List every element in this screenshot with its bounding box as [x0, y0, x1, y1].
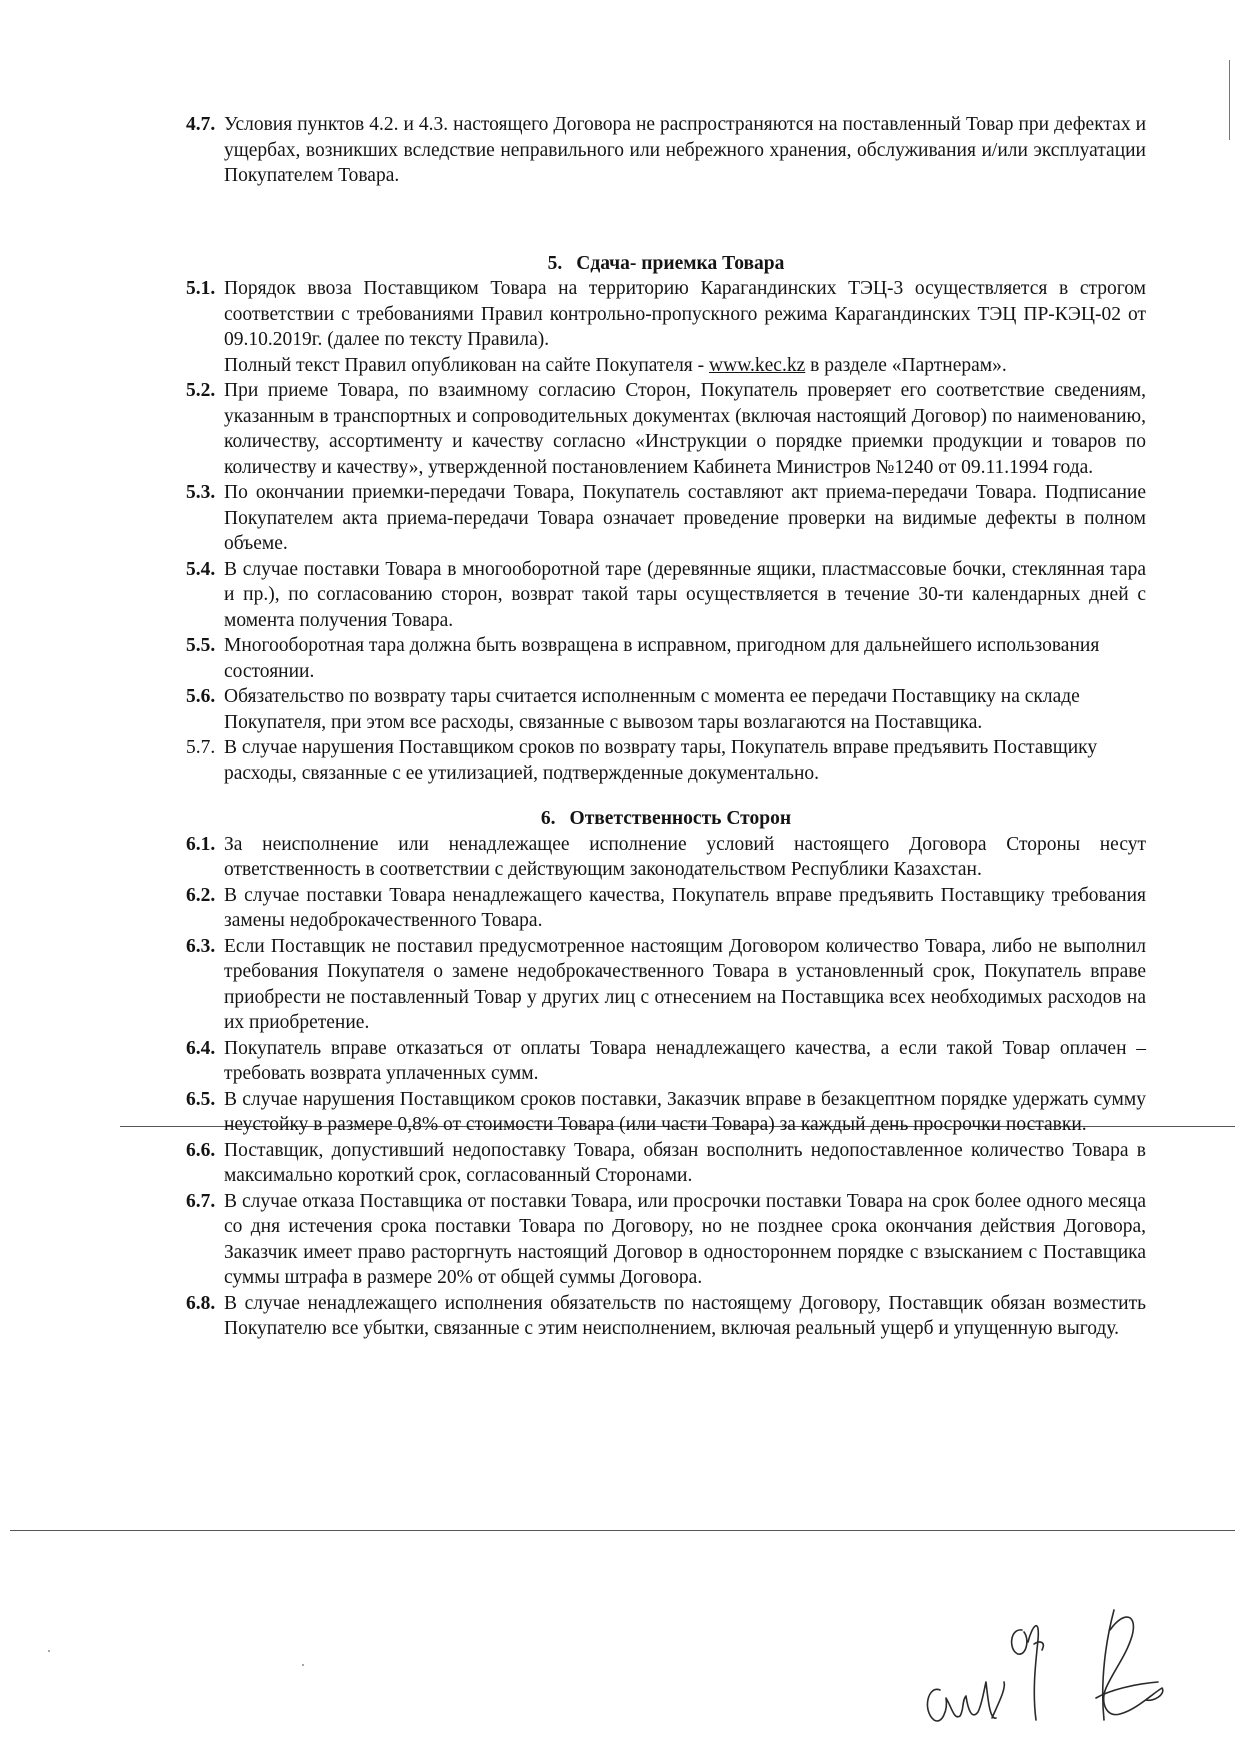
clause-number: 6.4. [186, 1037, 216, 1059]
clause-6-7 [186, 1189, 1146, 1291]
document-body [186, 112, 1146, 1342]
clause-number: 5.5. [186, 635, 216, 656]
clause-text: Обязательство по возврату тары считается исполненным с момента ее передачи Поставщику на складе Покупателя, при этом все расходы, связанные с вывозом тары возлагаются на Поставщика. [224, 686, 1080, 733]
clause-5-6 [186, 684, 1146, 735]
clause-text: По окончании приемки-передачи Товара, Покупатель составляют акт приема-передачи Товара. Подписание Покупателем акта приема-передачи Товара означает проведение проверки на видимые дефекты в полном объеме. [224, 482, 1146, 554]
clause-fragment: Полный текст Правил опубликован на сайте Покупателя - [224, 354, 710, 376]
clause-text: В случае поставки Товара в многооборотной таре (деревянные ящики, пластмассовые бочки, стеклянная тара и пр.), по согласованию сторон, возврат такой тары осуществляется в течение 30-ти календарных дней с момента получения Товара. [224, 558, 1146, 631]
signature-stroke [1104, 1617, 1163, 1715]
clause-number: 6.6. [186, 1139, 216, 1161]
handwritten-signatures [900, 1570, 1200, 1730]
clause-paragraph [224, 353, 1146, 379]
clause-text: В случае поставки Товара ненадлежащего качества, Покупатель вправе предъявить Поставщику требования замены недоброкачественного Товара. [224, 884, 1146, 931]
clause-text: В случае нарушения Поставщиком сроков по возврату тары, Покупатель вправе предъявить Поставщику расходы, связанные с ее утилизацией, подтвержденные документально. [224, 737, 1098, 784]
clause-5-1 [186, 276, 1146, 378]
clause-6-1 [186, 832, 1146, 883]
clause-number: 6.3. [186, 935, 216, 957]
clause-fragment: в разделе «Партнерам». [805, 354, 1007, 376]
scan-margin-line [1229, 60, 1230, 140]
clause-number: 6.1. [186, 833, 216, 855]
clause-number: 6.8. [186, 1292, 216, 1314]
signature-stroke [1012, 1630, 1027, 1654]
clause-text: При приеме Товара, по взаимному согласию Сторон, Покупатель проверяет его соответствие сведениям, указанным в транспортных и сопроводительных документах (включая настоящий Договор) по наименованию, количеству, ассортименту и качеству согласно «Инструкции о порядке приемки продукции и товаров по количеству и качеству», утвержденной постановлением Кабинета Министров №1240 от 09.11.1994 года. [224, 380, 1146, 478]
clause-5-2 [186, 378, 1146, 480]
clause-paragraph: Порядок ввоза Поставщиком Товара на территорию Карагандинских ТЭЦ-3 осуществляется в строгом соответствии с требованиями Правил контрольно-пропускного режима Карагандинских ТЭЦ ПР-КЭЦ-02 от 09.10.2019г. (далее по тексту Правила). [224, 278, 1146, 350]
clause-number: 6.2. [186, 884, 216, 906]
clause-number: 5.7. [186, 737, 216, 758]
scan-bottom-rule-line [10, 1530, 1235, 1531]
clause-text: Поставщик, допустивший недопоставку Товара, обязан восполнить недопоставленное количество Товара в максимально короткий срок, согласованный Сторонами. [224, 1139, 1146, 1186]
clause-5-5 [186, 633, 1146, 684]
section-number: 5. [547, 252, 563, 274]
clause-6-4 [186, 1036, 1146, 1087]
clause-text: За неисполнение или ненадлежащее исполнение условий настоящего Договора Стороны несут ответственность в соответствии с действующим законодательством Республики Казахстан. [224, 833, 1146, 880]
clause-number: 6.7. [186, 1190, 216, 1212]
clause-4-7 [186, 112, 1146, 189]
signature-stroke [992, 1682, 1004, 1718]
clause-5-7 [186, 735, 1146, 786]
section-number: 6. [540, 808, 556, 829]
section-title: Сдача- приемка Товара [576, 252, 785, 274]
clause-text [224, 276, 1146, 378]
clause-number: 5.6. [186, 686, 216, 707]
clause-5-3 [186, 480, 1146, 557]
clause-text: Условия пунктов 4.2. и 4.3. настоящего Договора не распространяются на поставленный Товар при дефектах и ущербах, возникших вследствие неправильного или небрежного хранения, обслуживания и/или эксплуатации Покупателем Товара. [224, 114, 1146, 186]
signature-stroke [1034, 1642, 1043, 1650]
clause-text: В случае ненадлежащего исполнения обязательств по настоящему Договору, Поставщик обязан возместить Покупателю все убытки, связанные с этим неисполнением, включая реальный ущерб и упущенную выгоду. [224, 1292, 1146, 1339]
scan-speck [302, 1664, 304, 1666]
clause-number: 6.5. [186, 1088, 216, 1110]
clause-6-5 [186, 1087, 1146, 1138]
clause-6-8 [186, 1291, 1146, 1342]
clause-number: 5.4. [186, 558, 216, 580]
clause-text: Если Поставщик не поставил предусмотренное настоящим Договором количество Товара, либо не выполнил требования Покупателя о замене недоброкачественного Товара в установленный срок, Покупатель вправе приобрести не поставленный Товар у других лиц с отнесением на Поставщика всех необходимых расходов на их приобретение. [224, 935, 1146, 1033]
clause-text: В случае отказа Поставщика от поставки Товара, или просрочки поставки Товара на срок более одного месяца со дня истечения срока поставки Товара по Договору, но не позднее срока окончания действия Договора, Заказчик имеет право расторгнуть настоящий Договор в одностороннем порядке с взысканием с Поставщика суммы штрафа в размере 20% от общей суммы Договора. [224, 1190, 1146, 1288]
signature-stroke [1028, 1626, 1038, 1720]
clause-number: 4.7. [186, 114, 216, 135]
clause-text: В случае нарушения Поставщиком сроков поставки, Заказчик вправе в безакцептном порядке удержать сумму неустойку в размере 0,8% от стоимости Товара (или части Товара) за каждый день просрочки поставки. [224, 1088, 1146, 1135]
clause-6-2 [186, 883, 1146, 934]
clause-number: 5.2. [186, 380, 216, 401]
clause-6-6 [186, 1138, 1146, 1189]
clause-number: 5.1. [186, 278, 216, 299]
signature-stroke [927, 1682, 996, 1721]
clause-6-3 [186, 934, 1146, 1036]
section-5-heading [186, 251, 1146, 277]
clause-5-4 [186, 557, 1146, 634]
website-link[interactable]: www.kec.kz [709, 354, 806, 376]
section-title: Ответственность Сторон [569, 808, 792, 829]
scan-speck [48, 1650, 50, 1652]
clause-text: Многооборотная тара должна быть возвращена в исправном, пригодном для дальнейшего использования состоянии. [224, 635, 1100, 682]
clause-number: 5.3. [186, 482, 216, 503]
clause-text: Покупатель вправе отказаться от оплаты Товара ненадлежащего качества, а если такой Товар оплачен – требовать возврата уплаченных сумм. [224, 1037, 1146, 1084]
section-6-heading [186, 806, 1146, 832]
